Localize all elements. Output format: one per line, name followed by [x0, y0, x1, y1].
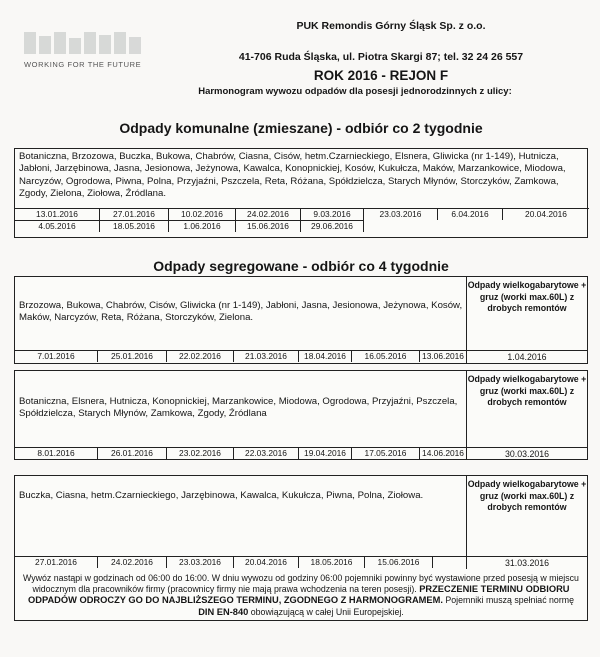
- date-cell: 17.05.2016: [352, 447, 420, 459]
- bulky-waste-label: Odpady wielkogabarytowe + gruz (worki max.60L) z drobych remontów: [466, 476, 587, 556]
- date-cell: 22.03.2016: [234, 447, 299, 459]
- date-cell: 27.01.2016: [100, 208, 169, 220]
- date-cell: 4.05.2016: [15, 220, 100, 232]
- date-cell: 7.01.2016: [15, 350, 98, 362]
- note-norm-prefix: Pojemniki muszą spełniać normę: [445, 595, 574, 606]
- date-cell: 13.06.2016: [420, 350, 467, 362]
- date-cell: 13.01.2016: [15, 208, 100, 220]
- group-2-dates: [15, 447, 467, 459]
- group-2-bulky-date: 30.03.2016: [466, 447, 587, 460]
- remondis-logo: [24, 28, 154, 69]
- note-norm-suffix: obowiązującą w całej Unii Europejskiej.: [250, 606, 404, 617]
- date-cell: 18.05.2016: [100, 220, 169, 232]
- bulky-waste-label: Odpady wielkogabarytowe + gruz (worki max.60L) z drobych remontów: [466, 277, 587, 350]
- date-cell: 15.06.2016: [236, 220, 301, 232]
- date-cell: 9.03.2016: [301, 208, 364, 220]
- date-cell: 18.04.2016: [299, 350, 352, 362]
- date-cell: 15.06.2016: [365, 556, 433, 568]
- date-cell: 23.03.2016: [167, 556, 234, 568]
- group-3-bulky-date: 31.03.2016: [466, 556, 587, 569]
- date-cell: 22.02.2016: [167, 350, 234, 362]
- date-cell: 26.01.2016: [98, 447, 167, 459]
- date-cell: 19.04.2016: [299, 447, 352, 459]
- date-cell: 10.02.2016: [169, 208, 236, 220]
- year-region-title: ROK 2016 - REJON F: [313, 68, 449, 83]
- group-1-dates: [15, 350, 467, 362]
- section-title-komunalne: Odpady komunalne (zmieszane) - odbiór co 2 tygodnie: [119, 120, 483, 136]
- komunalne-dates-row1: [15, 208, 587, 220]
- date-cell: 18.05.2016: [299, 556, 365, 568]
- group-2-streets: Botaniczna, Elsnera, Hutnicza, Konopnickiej, Marzankowice, Miodowa, Ogrodowa, Przyjaźni, Pszczela, Spółdzielcza, Starych Młynów, Zamkowa, Zgody, Źródlana: [19, 395, 458, 419]
- komunalne-streets: Botaniczna, Brzozowa, Buczka, Bukowa, Chabrów, Ciasna, Cisów, hetm.Czarnieckiego, Elsnera, Gliwicka (nr 1-149), Hutnicza, Jabłoni, Jarzębinowa, Jasna, Jesionowa, Jeżynowa, Kawalca, Konopnickiej, Kosów, Kukułcza, Maków, Marzankowice, Miodowa, Narcyzów, Ogrodowa, Piwna, Polna, Przyjaźni, Pszczela, Reta, Różana, Spółdzielcza, Starych Młynów, Storczyków, Zamkowa, Zgody, Zielona, Ziołowa, Źródlana.: [19, 151, 566, 200]
- date-cell: [433, 556, 467, 568]
- date-cell: 24.02.2016: [98, 556, 167, 568]
- group-3-streets: Buczka, Ciasna, hetm.Czarnieckiego, Jarzębinowa, Kawalca, Kukułcza, Piwna, Polna, Ziołowa.: [19, 490, 424, 501]
- group-1-streets: Brzozowa, Bukowa, Chabrów, Cisów, Gliwicka (nr 1-149), Jabłoni, Jasna, Jesionowa, Jeżynowa, Kosów, Maków, Narcyzów, Reta, Różana, Storczyków, Zielona.: [19, 299, 463, 323]
- company-name: PUK Remondis Górny Śląsk Sp. z o.o.: [296, 20, 486, 32]
- bulky-waste-label: Odpady wielkogabarytowe + gruz (worki max.60L) z drobych remontów: [466, 371, 587, 447]
- note-hours-text: Wywóz nastąpi w godzinach od 06:00 do 16:00. W dniu wywozu od godziny 06:00 pojemniki powinny być wystawione przed posesją w miejscu widocznym dla pracowników firmy (pracownicy firmy nie mają prawa wchodzenia na teren posesji).: [23, 573, 579, 595]
- segregowane-group-3: [14, 475, 588, 571]
- date-cell: 20.04.2016: [503, 208, 589, 220]
- date-cell: 24.02.2016: [236, 208, 301, 220]
- note-warning-text: PRZECZENIE TERMINU ODBIORU ODPADÓW ODROCZY GO DO NAJBLIŻSZEGO TERMINU, ZGODNEGO Z HARMONOGRAMEM.: [28, 584, 570, 606]
- date-cell: 14.06.2016: [420, 447, 467, 459]
- date-cell: 23.02.2016: [167, 447, 234, 459]
- date-cell: 6.04.2016: [438, 208, 503, 220]
- group-1-bulky-date: 1.04.2016: [466, 350, 587, 363]
- date-cell: 25.01.2016: [98, 350, 167, 362]
- date-cell: 20.04.2016: [234, 556, 299, 568]
- segregowane-group-1: [14, 276, 588, 364]
- logo-tagline: WORKING FOR THE FUTURE: [24, 60, 142, 69]
- date-cell: 1.06.2016: [169, 220, 236, 232]
- group-3-dates: [15, 556, 467, 568]
- komunalne-dates-row2: [15, 220, 587, 232]
- date-cell: 21.03.2016: [234, 350, 299, 362]
- segregowane-group-2: [14, 370, 588, 460]
- schedule-subtitle: Harmonogram wywozu odpadów dla posesji jednorodzinnych z ulicy:: [198, 86, 512, 97]
- date-cell: 8.01.2016: [15, 447, 98, 459]
- date-cell: 16.05.2016: [352, 350, 420, 362]
- schedule-notes: [14, 570, 588, 621]
- remondis-logo-icon: [24, 28, 154, 54]
- company-address: 41-706 Ruda Śląska, ul. Piotra Skargi 87; tel. 32 24 26 557: [238, 51, 524, 63]
- date-cell: 27.01.2016: [15, 556, 98, 568]
- date-cell: 23.03.2016: [364, 208, 438, 220]
- note-norm: DIN EN-840: [198, 606, 249, 617]
- section-title-segregowane: Odpady segregowane - odbiór co 4 tygodnie: [153, 258, 449, 274]
- komunalne-table: [14, 148, 588, 238]
- date-cell: 29.06.2016: [301, 220, 364, 232]
